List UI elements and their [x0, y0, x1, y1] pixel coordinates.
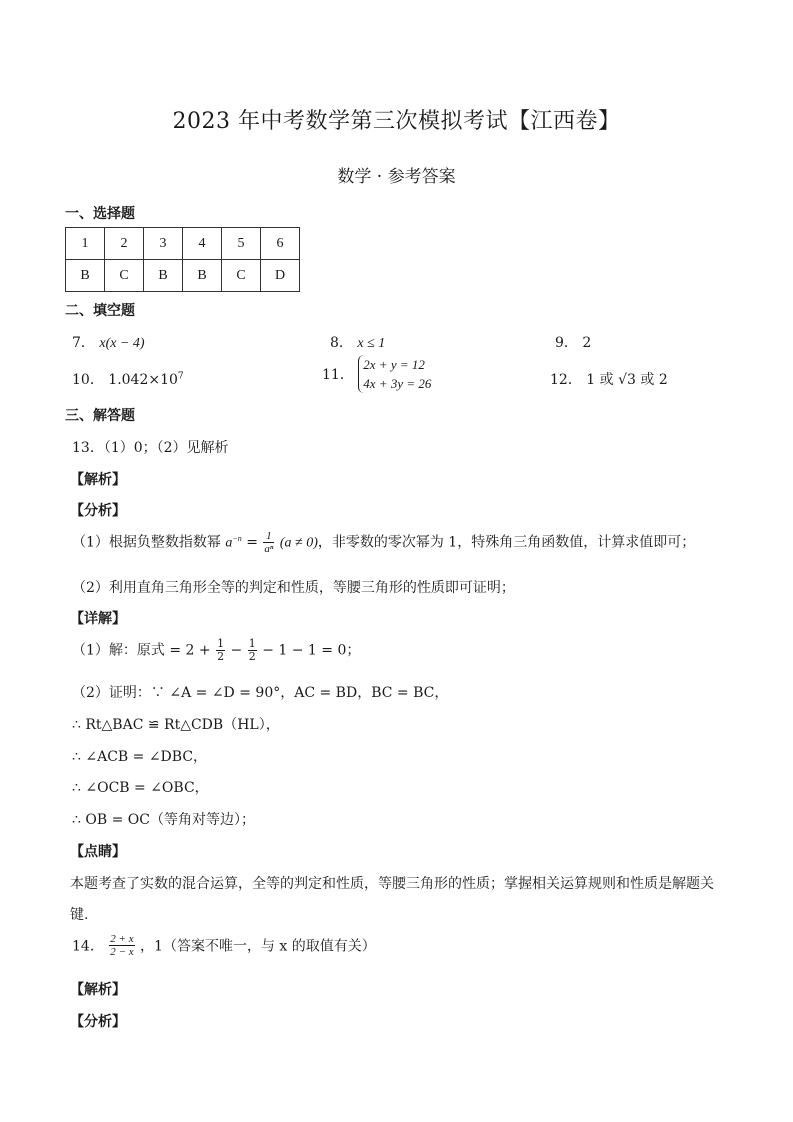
label-fenxi-14: 【分析】 [70, 1014, 126, 1030]
section-heading-fill: 二、填空题 [65, 303, 135, 319]
answer-table-cell: C [222, 260, 261, 292]
fraction-numerator: 1 [263, 530, 274, 543]
label-jiexi-14: 【解析】 [70, 982, 126, 998]
label-fenxi: 【分析】 [70, 503, 126, 519]
page-subtitle: 数学 · 参考答案 [337, 167, 456, 187]
answer-table-cell: D [261, 260, 300, 292]
fraction-numerator: 1 [248, 637, 256, 650]
answer-table-header-row [66, 228, 300, 260]
q13-answer: 13．（1）0；（2）见解析 [72, 440, 229, 456]
q13-step-2: （2）证明：∵ ∠A = ∠D = 90°，AC = BD，BC = BC， [72, 685, 449, 701]
q13-analysis-2: （2）利用直角三角形全等的判定和性质，等腰三角形的性质即可证明； [72, 580, 515, 596]
math-fraction [263, 530, 274, 555]
answer-7 [72, 332, 145, 352]
section-heading-solve: 三、解答题 [65, 408, 135, 424]
math-operator: = [246, 534, 258, 551]
question-number: 9． [555, 335, 578, 351]
equation-system [358, 355, 431, 393]
fraction-denominator: 2 [248, 650, 256, 663]
answer-8 [330, 332, 385, 352]
answer-table-cell: 4 [183, 228, 222, 260]
q13-step-6: ∴ OB = OC（等角对等边）； [72, 812, 255, 828]
answer-table-cell: 5 [222, 228, 261, 260]
answer-text: ，1（答案不唯一，与 x 的取值有关） [140, 938, 376, 955]
fraction-denominator: 2 − x [110, 946, 134, 958]
fraction-denominator: aⁿ [264, 543, 274, 555]
math-operator: − [230, 642, 243, 659]
answer-exponent: 7 [177, 371, 184, 382]
question-number: 8． [330, 335, 353, 351]
analysis-text: ，非零数的零次幂为 1，特殊角三角函数值，计算求值即可； [317, 534, 696, 551]
answer-table [65, 227, 300, 292]
answer-value: 1.042×10 [108, 372, 178, 388]
answer-table-cell: C [105, 260, 144, 292]
answer-table-cell: 3 [144, 228, 183, 260]
math-fraction [109, 933, 134, 958]
equation-line: 2x + y = 12 [363, 357, 425, 372]
answer-11 [322, 355, 431, 393]
math-condition: (a ≠ 0) [279, 535, 318, 551]
q13-step-4: ∴ ∠ACB = ∠DBC， [72, 749, 208, 765]
step-text: − 1 − 1 = 0； [262, 642, 361, 659]
answer-table-cell: B [183, 260, 222, 292]
q13-analysis-1 [72, 530, 695, 555]
answer-table-cell: B [144, 260, 183, 292]
q13-comment-line-1: 本题考查了实数的混合运算，全等的判定和性质，等腰三角形的性质；掌握相关运算规则和性质是解题关 [70, 876, 714, 892]
analysis-text: （1）根据负整数指数幂 [72, 534, 221, 551]
question-number: 12． [550, 372, 582, 388]
fraction-denominator: 2 [217, 650, 225, 663]
question-number: 10． [72, 372, 104, 388]
question-number: 14． [72, 938, 104, 955]
math-fraction [248, 638, 257, 663]
label-dianjing: 【点睛】 [70, 844, 126, 860]
q13-step-5: ∴ ∠OCB = ∠OBC， [72, 780, 209, 796]
section-heading-choice: 一、选择题 [65, 206, 135, 222]
fraction-numerator: 2 + x [110, 933, 134, 945]
question-number: 7． [72, 335, 95, 351]
answer-table-cell: 2 [105, 228, 144, 260]
q13-comment-line-2: 键. [70, 907, 89, 923]
math-exponent: −n [232, 533, 242, 543]
q13-step-1 [72, 638, 360, 663]
question-number: 11． [322, 367, 354, 383]
label-xiangjie: 【详解】 [70, 611, 126, 627]
answer-value: 或 2 [640, 372, 668, 388]
q13-step-3: ∴ Rt△BAC ≌ Rt△CDB（HL）， [72, 717, 280, 733]
answer-12 [550, 369, 668, 389]
step-text: （1）解：原式 = 2 + [72, 642, 211, 659]
sqrt-value: √3 [618, 372, 636, 388]
math-fraction [216, 638, 225, 663]
answer-value: 2 [582, 335, 592, 351]
math-var: a [225, 535, 233, 551]
answer-table-answer-row [66, 260, 300, 292]
answer-value: x(x − 4) [99, 336, 145, 351]
answer-10 [72, 369, 184, 389]
answer-table-cell: 1 [66, 228, 105, 260]
answer-9 [555, 332, 591, 352]
answer-table-cell: 6 [261, 228, 300, 260]
answer-value: 1 或 [586, 372, 614, 388]
label-jiexi: 【解析】 [70, 472, 126, 488]
equation-line: 4x + 3y = 26 [363, 376, 432, 391]
answer-table-cell: B [66, 260, 105, 292]
q14-answer [72, 933, 376, 958]
answer-value: x ≤ 1 [357, 336, 386, 351]
fraction-numerator: 1 [217, 637, 225, 650]
page-title: 2023 年中考数学第三次模拟考试【江西卷】 [172, 109, 621, 134]
